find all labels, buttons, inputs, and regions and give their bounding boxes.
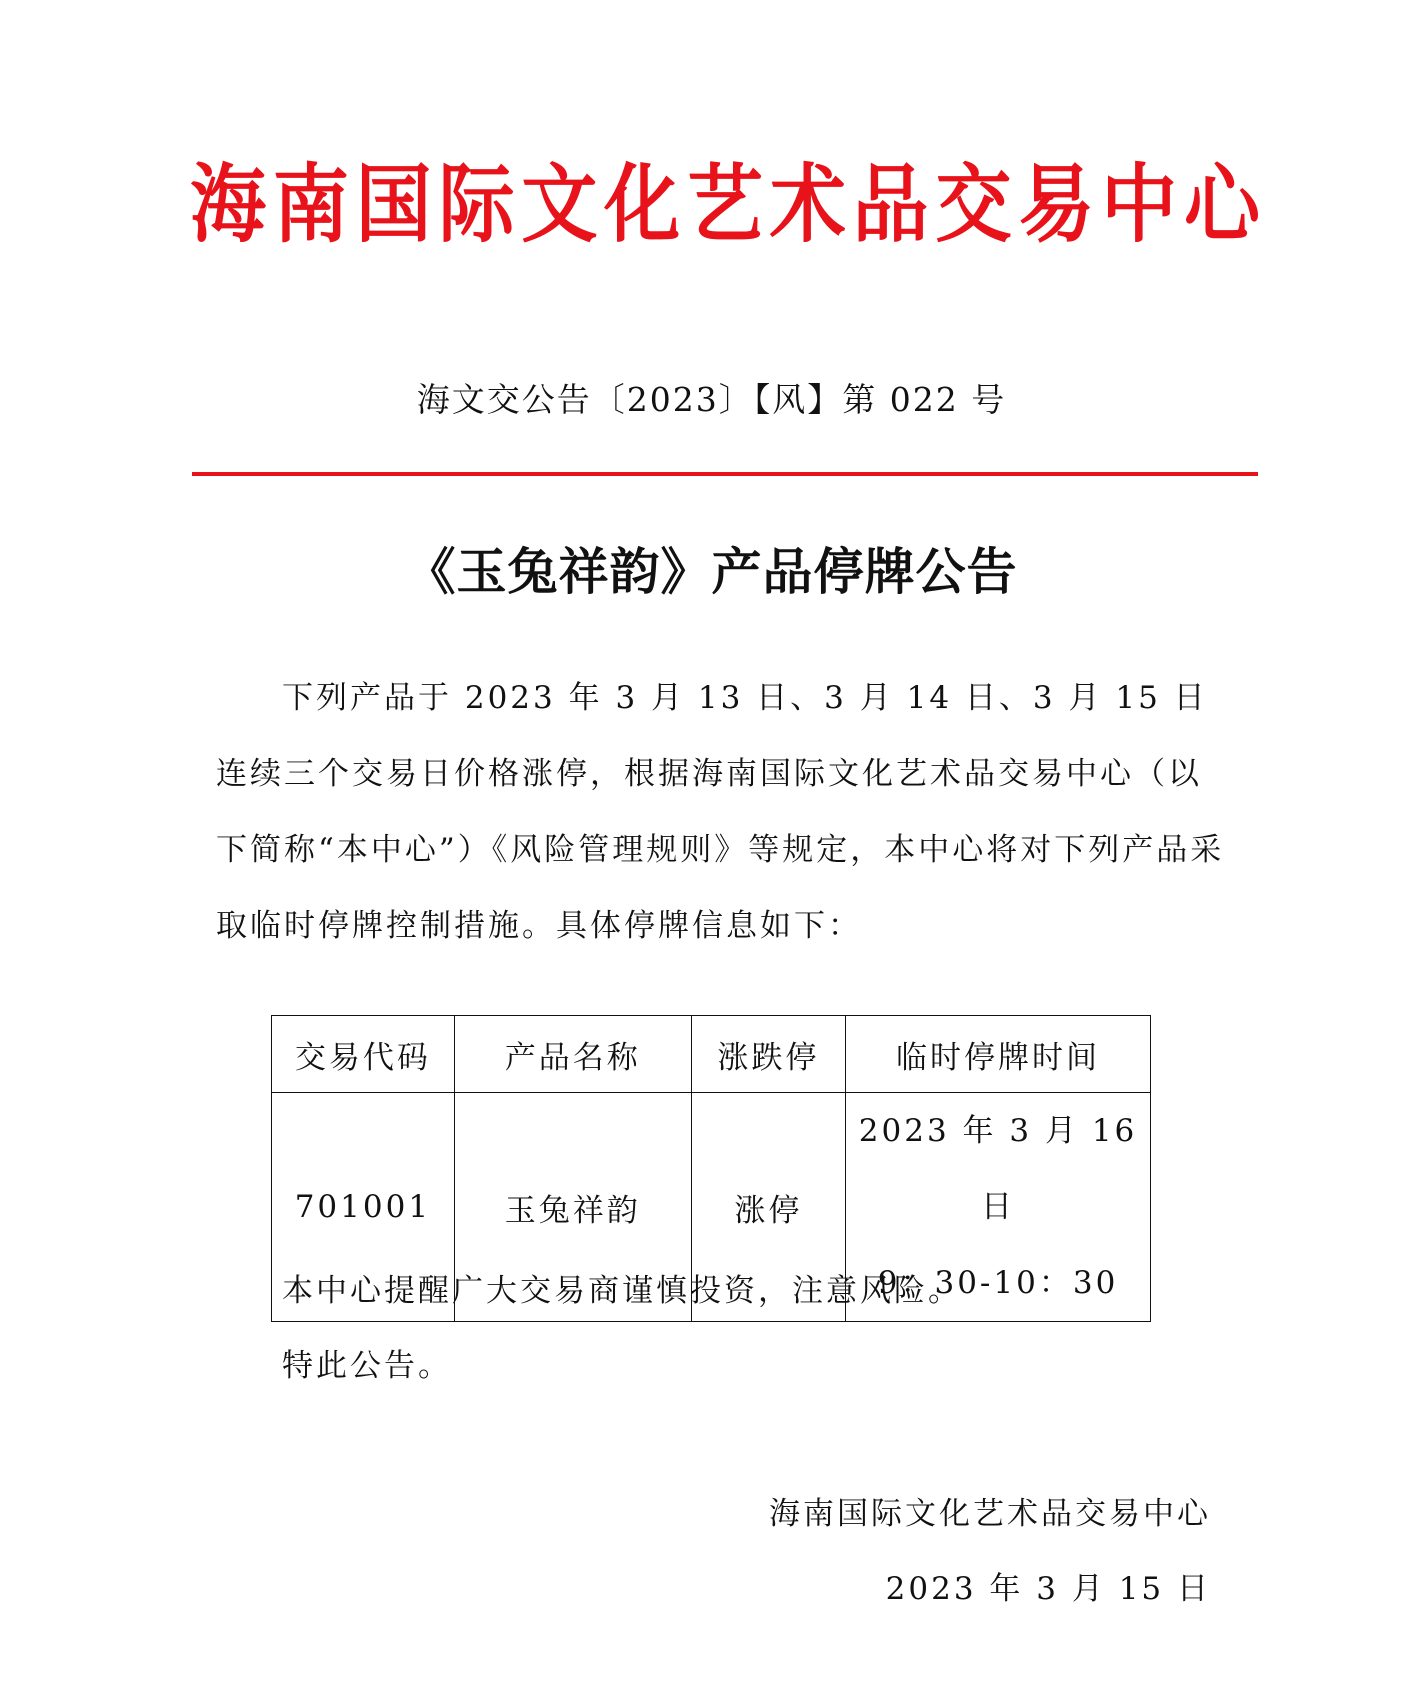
organization-header bbox=[190, 150, 1260, 260]
closing-line: 特此公告。 bbox=[282, 1348, 452, 1384]
cell-product-name: 玉兔祥韵 bbox=[454, 1093, 691, 1322]
header-char: 品 bbox=[852, 154, 929, 255]
header-char: 中 bbox=[1101, 154, 1178, 255]
header-suspension-time: 临时停牌时间 bbox=[846, 1016, 1151, 1093]
signature-organization: 海南国际文化艺术品交易中心 bbox=[769, 1496, 1211, 1532]
red-divider bbox=[192, 472, 1258, 476]
signature-date: 2023 年 3 月 15 日 bbox=[885, 1571, 1211, 1607]
header-char: 交 bbox=[935, 154, 1012, 255]
document-number: 海文交公告〔2023〕【风】第 022 号 bbox=[416, 380, 1007, 419]
header-char: 际 bbox=[438, 154, 515, 255]
header-char: 化 bbox=[604, 154, 681, 255]
header-char: 心 bbox=[1183, 154, 1260, 255]
risk-reminder: 本中心提醒广大交易商谨慎投资，注意风险。 bbox=[282, 1273, 962, 1309]
cell-trade-code: 701001 bbox=[272, 1093, 455, 1322]
table-header-row bbox=[272, 1016, 1151, 1093]
header-char: 海 bbox=[190, 154, 266, 255]
header-char: 术 bbox=[769, 154, 846, 255]
document-title: 《玉兔祥韵》产品停牌公告 bbox=[405, 542, 1018, 601]
header-char: 文 bbox=[521, 154, 598, 255]
header-trade-code: 交易代码 bbox=[272, 1016, 455, 1093]
header-char: 艺 bbox=[686, 154, 763, 255]
header-limit: 涨跌停 bbox=[691, 1016, 845, 1093]
suspension-range: 9：30-10：30 bbox=[877, 1265, 1119, 1301]
header-product-name: 产品名称 bbox=[454, 1016, 691, 1093]
header-char: 国 bbox=[355, 154, 432, 255]
body-paragraph: 下列产品于 2023 年 3 月 13 日、3 月 14 日、3 月 15 日连续三个交易日价格涨停，根据海南国际文化艺术品交易中心（以下简称“本中心”）《风险管理规则》等规定，本中心将对下列产品采取临时停牌控制措施。具体停牌信息如下： bbox=[216, 680, 1225, 944]
header-char: 易 bbox=[1018, 154, 1095, 255]
suspension-date: 2023 年 3 月 16 日 bbox=[858, 1113, 1138, 1225]
cell-limit: 涨停 bbox=[691, 1093, 845, 1322]
header-char: 南 bbox=[272, 154, 349, 255]
